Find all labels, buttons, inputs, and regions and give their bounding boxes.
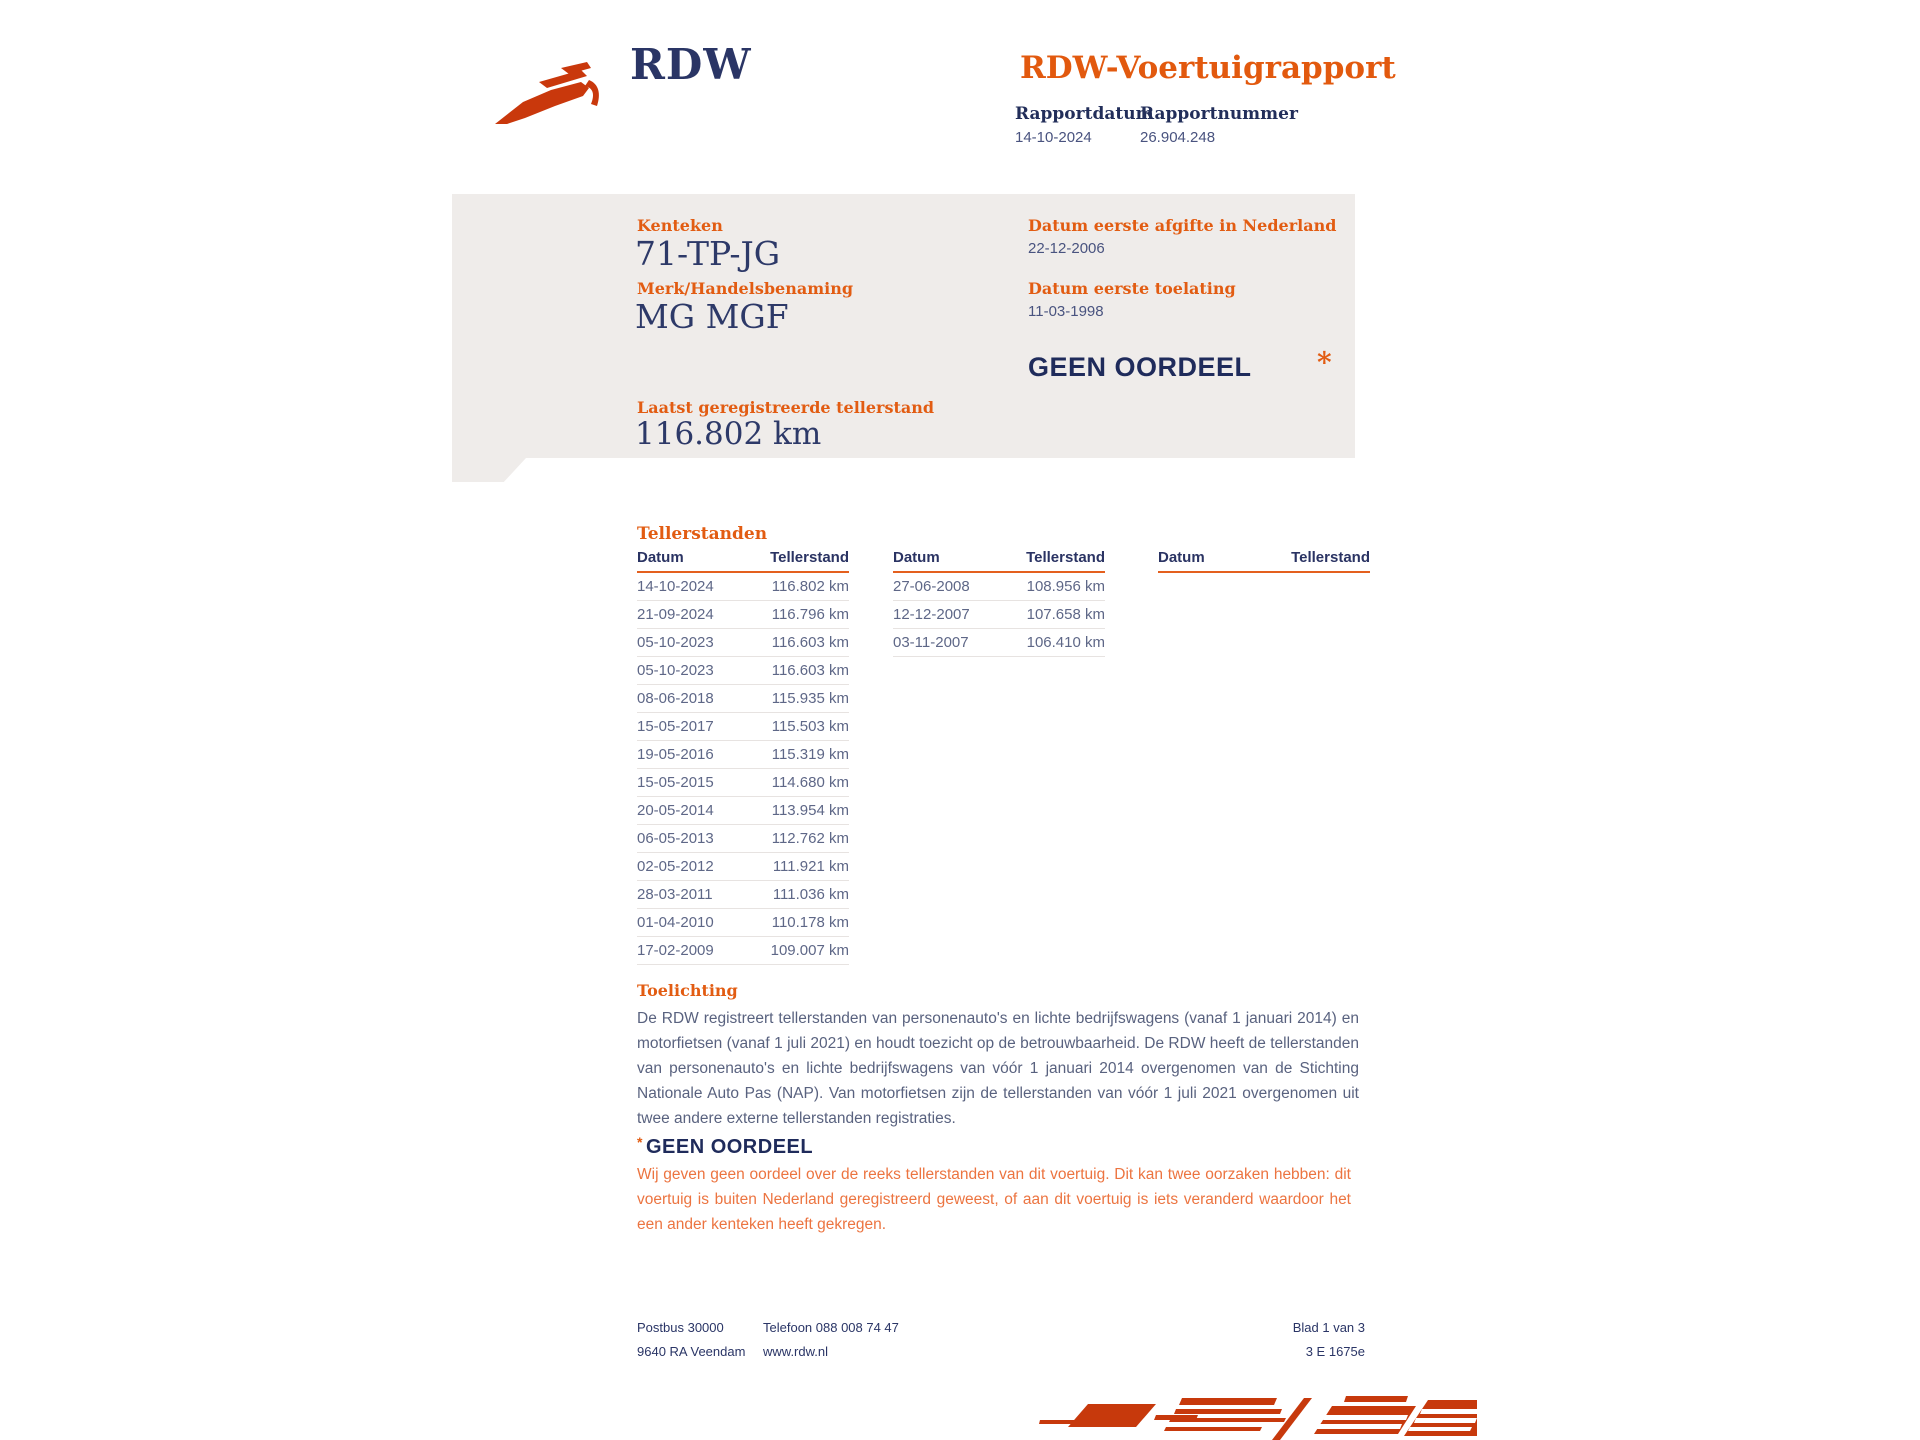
row-odometer-value: 114.680 km [771,774,849,791]
row-date: 03-11-2007 [893,634,969,651]
merk-value: MG MGF [635,297,789,336]
oordeel-asterisk-marker: * [1317,346,1332,379]
row-odometer-value: 116.603 km [771,662,849,679]
footer-address-line2: 9640 RA Veendam [637,1344,746,1359]
row-date: 08-06-2018 [637,690,714,707]
kenteken-label: Kenteken [637,216,723,235]
row-odometer-value: 111.921 km [772,858,849,875]
footer-doc-code: 3 E 1675e [1305,1344,1365,1359]
row-date: 15-05-2015 [637,774,714,791]
table-row [893,573,1105,601]
row-odometer-value: 113.954 km [771,802,849,819]
afgifte-label: Datum eerste afgifte in Nederland [1028,216,1337,235]
table-row [637,713,849,741]
row-date: 15-05-2017 [637,718,714,735]
footer-address-line1: Postbus 30000 [637,1320,724,1335]
toelating-value: 11-03-1998 [1028,303,1104,320]
row-odometer-value: 116.796 km [771,606,849,623]
row-odometer-value: 110.178 km [771,914,849,931]
footer-page-number: Blad 1 van 3 [1292,1320,1365,1335]
row-odometer-value: 106.410 km [1026,634,1105,651]
geen-oordeel-heading [637,1134,813,1159]
speed-lines-decoration [1032,1384,1477,1440]
table-row [637,769,849,797]
table-row [637,629,849,657]
geen-oordeel-body: Wij geven geen oordeel over de reeks tellerstanden van dit voertuig. Dit kan twee oorzaken hebben: dit voertuig is buiten Nederland geregistreerd geweest, of aan dit voertuig is iets veranderd waardoor het een ander kenteken heeft gekregen. [637,1166,1351,1233]
row-odometer-value: 116.802 km [771,578,849,595]
rdw-logo-text: RDW [630,40,752,89]
footer-website: www.rdw.nl [763,1344,829,1359]
row-date: 12-12-2007 [893,606,970,623]
table-header-row [1158,549,1370,573]
rapportnummer-label: Rapportnummer [1140,104,1298,124]
column-header: Datum [1158,549,1205,566]
geen-oordeel-heading-text: GEEN OORDEEL [645,1136,814,1158]
rapportdatum-value: 14-10-2024 [1015,129,1092,146]
row-date: 06-05-2013 [637,830,714,847]
row-date: 01-04-2010 [637,914,714,931]
table-row [637,909,849,937]
laatste-tellerstand-value: 116.802 km [635,416,822,452]
row-date: 17-02-2009 [637,942,714,959]
toelating-label: Datum eerste toelating [1028,279,1236,298]
column-header: Datum [637,549,684,566]
row-date: 05-10-2023 [637,634,714,651]
column-header: Tellerstand [770,549,849,566]
column-header: Datum [893,549,940,566]
meter-table-2 [893,549,1105,657]
row-odometer-value: 109.007 km [770,942,849,959]
table-header-row [637,549,849,573]
column-header: Tellerstand [1291,549,1370,566]
row-date: 14-10-2024 [637,578,714,595]
row-date: 05-10-2023 [637,662,714,679]
table-row [637,573,849,601]
row-odometer-value: 111.036 km [772,886,849,903]
table-row [637,881,849,909]
row-odometer-value: 112.762 km [771,830,849,847]
row-date: 21-09-2024 [637,606,714,623]
footer-phone: Telefoon 088 008 74 47 [763,1320,899,1335]
row-odometer-value: 107.658 km [1026,606,1105,623]
meter-table-3 [1158,549,1370,573]
table-header-row [893,549,1105,573]
table-row [637,685,849,713]
table-row [637,601,849,629]
afgifte-value: 22-12-2006 [1028,240,1105,257]
meter-table-1 [637,549,849,965]
table-row [637,741,849,769]
row-odometer-value: 115.935 km [771,690,849,707]
row-date: 19-05-2016 [637,746,714,763]
table-row [637,797,849,825]
laatste-tellerstand-label: Laatst geregistreerde tellerstand [637,398,935,417]
geen-oordeel-asterisk: * [637,1134,643,1150]
rdw-wing-icon [495,60,615,128]
row-date: 28-03-2011 [637,886,713,903]
row-odometer-value: 115.319 km [771,746,849,763]
table-row [637,657,849,685]
row-odometer-value: 116.603 km [771,634,849,651]
merk-label: Merk/Handelsbenaming [637,279,854,298]
kenteken-value: 71-TP-JG [635,234,781,273]
tellerstanden-heading: Tellerstanden [637,524,768,544]
table-row [637,937,849,965]
rapportnummer-value: 26.904.248 [1140,129,1216,146]
table-row [637,825,849,853]
table-row [893,629,1105,657]
oordeel-status: GEEN OORDEEL [1028,352,1252,382]
row-odometer-value: 115.503 km [771,718,849,735]
row-date: 27-06-2008 [893,578,970,595]
table-row [893,601,1105,629]
table-row [637,853,849,881]
toelichting-body: De RDW registreert tellerstanden van personenauto's en lichte bedrijfswagens (vanaf 1 januari 2014) en motorfietsen (vanaf 1 juli 2021) en houdt toezicht op de betrouwbaarheid. De RDW heeft de tellerstanden van personenauto's en lichte bedrijfswagens van vóór 1 januari 2014 overgenomen van de Stichting Nationale Auto Pas (NAP). Van motorfietsen zijn de tellerstanden van vóór 1 juli 2021 overgenomen uit twee andere externe tellerstanden registraties. [637,1010,1359,1127]
rapportdatum-label: Rapportdatum [1015,104,1154,124]
row-odometer-value: 108.956 km [1026,578,1105,595]
vehicle-summary-panel-tab [452,458,526,482]
page-title: RDW-Voertuigrapport [1020,50,1396,86]
row-date: 20-05-2014 [637,802,714,819]
row-date: 02-05-2012 [637,858,714,875]
column-header: Tellerstand [1026,549,1105,566]
toelichting-heading: Toelichting [637,981,738,1000]
